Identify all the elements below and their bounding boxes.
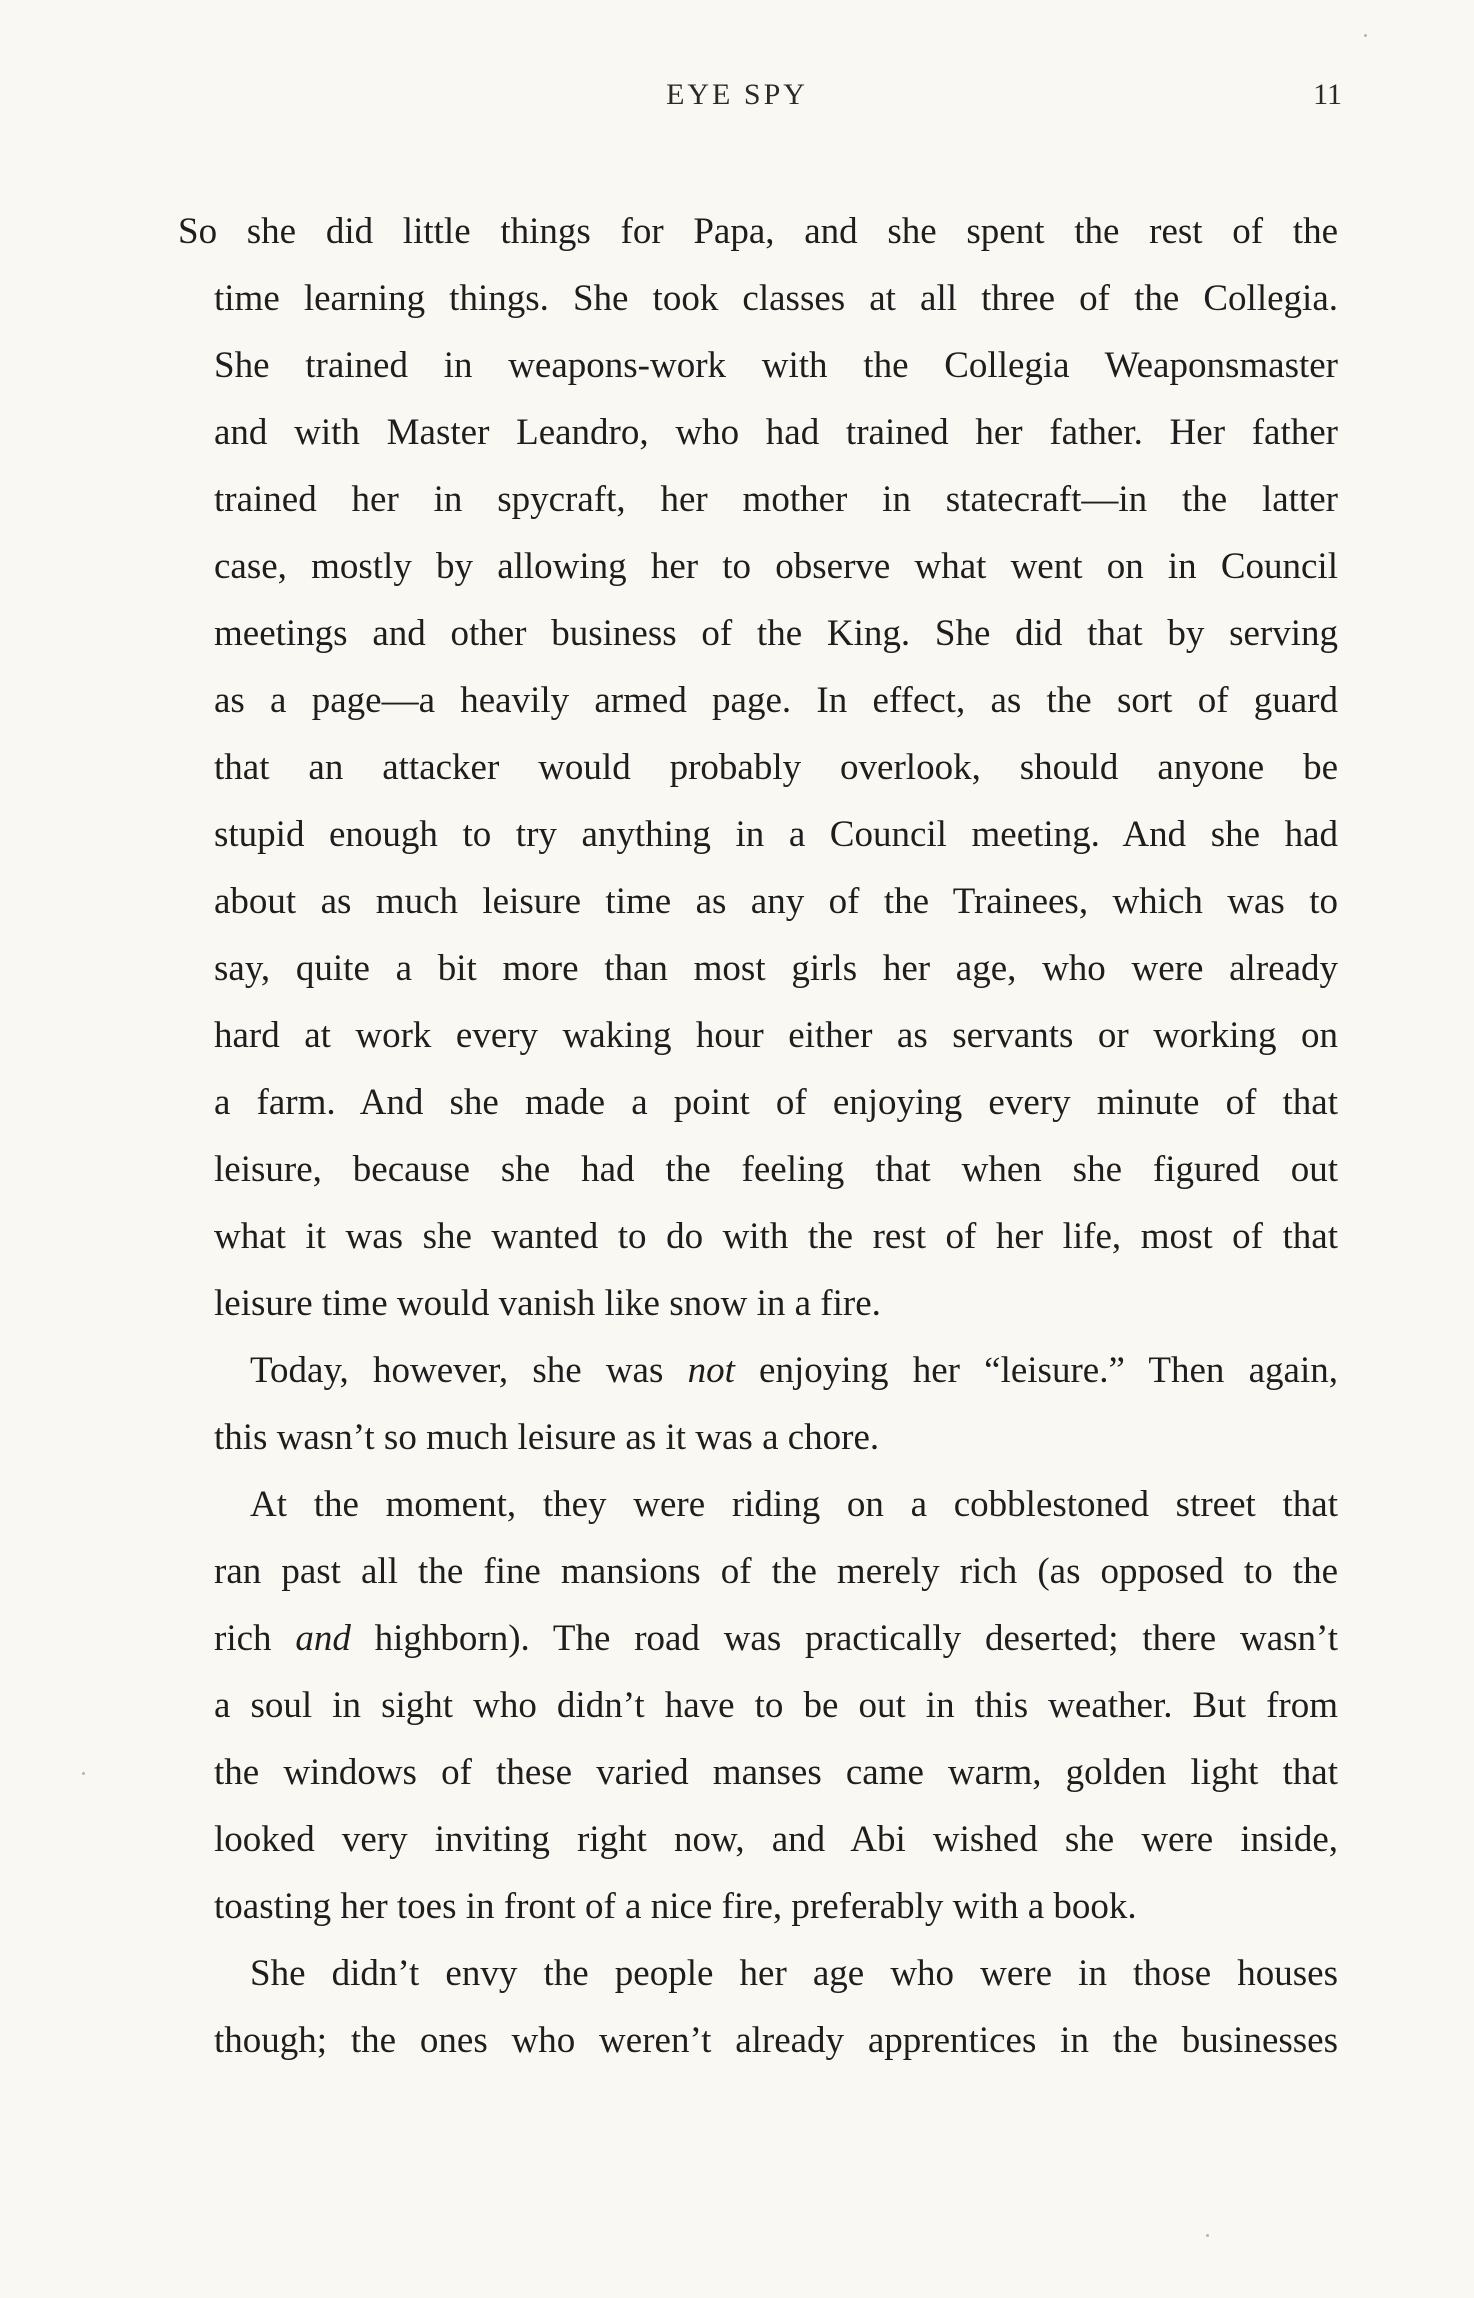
text-span: Today, however, she was xyxy=(250,1350,688,1391)
paragraph-2 xyxy=(178,1337,1338,1471)
emphasis-text: and xyxy=(295,1618,351,1659)
text-line: the windows of these varied manses came warm, golden light that xyxy=(214,1752,1338,1793)
scan-speck xyxy=(1364,34,1367,37)
text-line: case, mostly by allowing her to observe what went on in Council xyxy=(214,546,1338,587)
text-line: time learning things. She took classes at all three of the Collegia. xyxy=(214,278,1338,319)
text-line: She didn’t envy the people her age who were in those houses xyxy=(250,1953,1338,1994)
text-line: as a page—a heavily armed page. In effect, as the sort of guard xyxy=(214,680,1338,721)
page-header xyxy=(0,78,1474,118)
text-line xyxy=(178,1605,1338,1672)
text-span: rich xyxy=(214,1618,296,1659)
running-title: EYE SPY xyxy=(666,78,808,111)
text-line: what it was she wanted to do with the rest of her life, most of that xyxy=(214,1216,1338,1257)
paragraph-3 xyxy=(178,1471,1338,1940)
text-line: trained her in spycraft, her mother in statecraft—in the latter xyxy=(214,479,1338,520)
scan-speck xyxy=(82,1772,85,1775)
text-line: So she did little things for Papa, and she spent the rest of the xyxy=(178,211,1338,252)
text-line: looked very inviting right now, and Abi wished she were inside, xyxy=(214,1819,1338,1860)
body-text xyxy=(178,198,1338,2074)
text-line: At the moment, they were riding on a cobblestoned street that xyxy=(250,1484,1338,1525)
text-line xyxy=(178,1337,1338,1404)
text-line: a farm. And she made a point of enjoying every minute of that xyxy=(214,1082,1338,1123)
scan-speck xyxy=(1206,2234,1209,2237)
text-line: say, quite a bit more than most girls her age, who were already xyxy=(214,948,1338,989)
text-line: a soul in sight who didn’t have to be out in this weather. But from xyxy=(214,1685,1338,1726)
text-line: about as much leisure time as any of the Trainees, which was to xyxy=(214,881,1338,922)
text-line: ran past all the fine mansions of the merely rich (as opposed to the xyxy=(214,1551,1338,1592)
text-line: and with Master Leandro, who had trained her father. Her father xyxy=(214,412,1338,453)
paragraph-4 xyxy=(178,1940,1338,2074)
emphasis-text: not xyxy=(687,1350,735,1391)
page-number: 11 xyxy=(1313,78,1342,111)
text-line: toasting her toes in front of a nice fire, preferably with a book. xyxy=(214,1886,1137,1927)
text-line: this wasn’t so much leisure as it was a chore. xyxy=(214,1417,880,1458)
text-line: meetings and other business of the King. She did that by serving xyxy=(214,613,1338,654)
text-line: She trained in weapons-work with the Collegia Weaponsmaster xyxy=(214,345,1338,386)
text-line: leisure time would vanish like snow in a fire. xyxy=(214,1283,881,1324)
text-span: enjoying her “leisure.” Then again, xyxy=(734,1350,1338,1391)
text-line: though; the ones who weren’t already apprentices in the businesses xyxy=(214,2020,1338,2061)
text-line: leisure, because she had the feeling that when she figured out xyxy=(214,1149,1338,1190)
text-line: that an attacker would probably overlook, should anyone be xyxy=(214,747,1338,788)
text-line: hard at work every waking hour either as servants or working on xyxy=(214,1015,1338,1056)
text-span: highborn). The road was practically deserted; there wasn’t xyxy=(350,1618,1338,1659)
text-line: stupid enough to try anything in a Council meeting. And she had xyxy=(214,814,1338,855)
paragraph-1 xyxy=(178,198,1338,1337)
